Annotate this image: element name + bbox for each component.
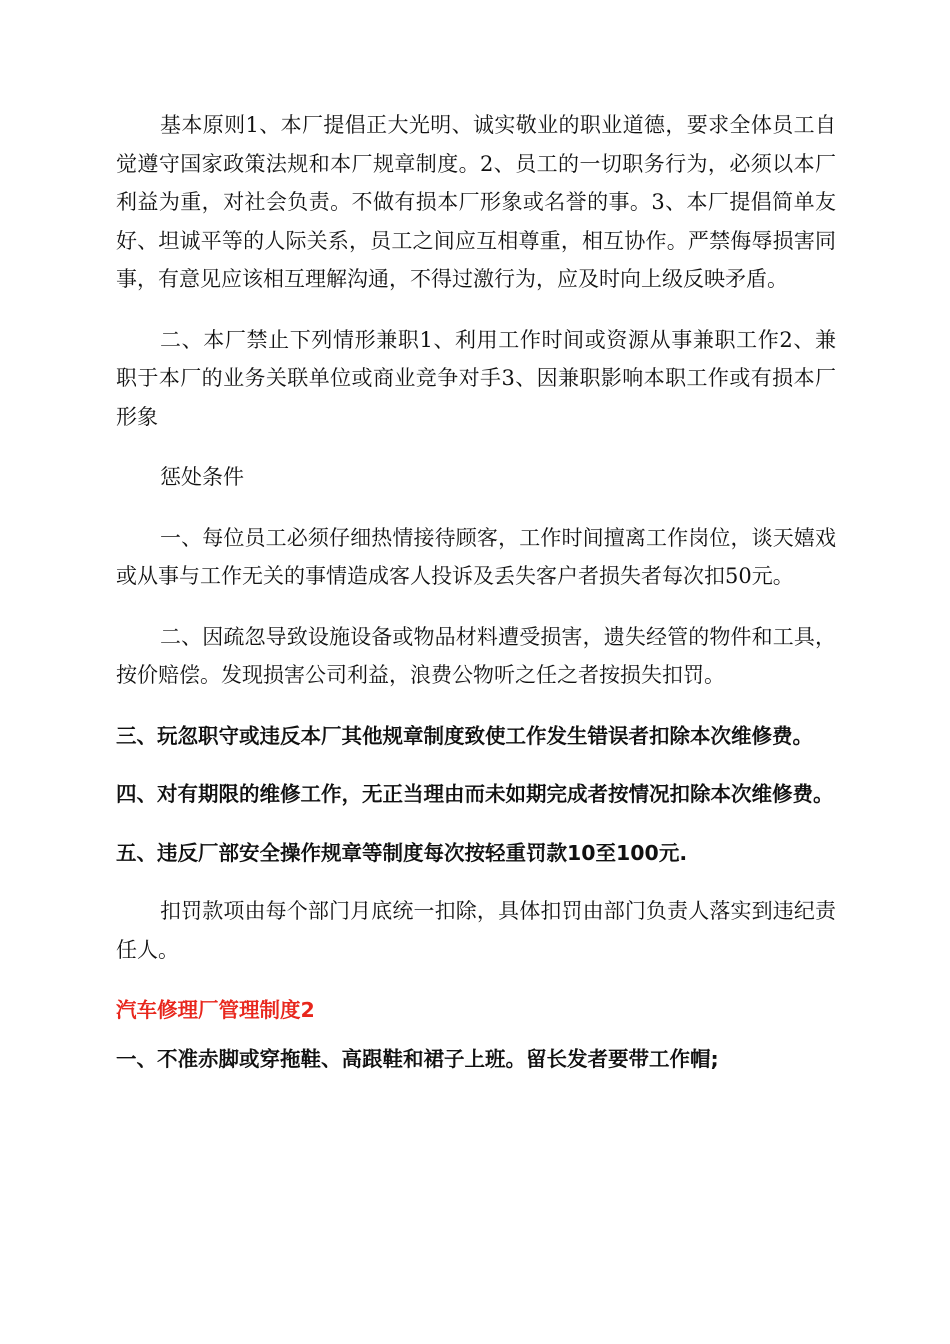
paragraph-basic-principles: 基本原则1、本厂提倡正大光明、诚实敬业的职业道德，要求全体员工自觉遵守国家政策法规和本厂规章制度。2、员工的一切职务行为，必须以本厂利益为重，对社会负责。不做有损本厂形象或名誉的事。3、本厂提倡简单友好、坦诚平等的人际关系，员工之间应互相尊重，相互协作。严禁侮辱损害同事，有意见应该相互理解沟通，不得过激行为，应及时向上级反映矛盾。 bbox=[116, 113, 836, 291]
paragraph-deduction-note: 扣罚款项由每个部门月底统一扣除，具体扣罚由部门负责人落实到违纪责任人。 bbox=[116, 899, 836, 962]
paragraph-penalty-4: 四、对有期限的维修工作，无正当理由而未如期完成者按情况扣除本次维修费。 bbox=[116, 782, 834, 806]
paragraph-rule-1: 一、不准赤脚或穿拖鞋、高跟鞋和裙子上班。留长发者要带工作帽; bbox=[116, 1046, 719, 1071]
paragraph-penalty-5: 五、违反厂部安全操作规章等制度每次按轻重罚款10至100元. bbox=[116, 840, 688, 865]
section-title-penalties: 惩处条件 bbox=[160, 465, 244, 489]
paragraph-penalty-1: 一、每位员工必须仔细热情接待顾客，工作时间擅离工作岗位，谈天嬉戏或从事与工作无关的事情造成客人投诉及丢失客户者损失者每次扣50元。 bbox=[116, 525, 836, 588]
paragraph-penalty-3: 三、玩忽职守或违反本厂其他规章制度致使工作发生错误者扣除本次维修费。 bbox=[116, 723, 813, 748]
section-heading-2: 汽车修理厂管理制度2 bbox=[116, 998, 315, 1022]
paragraph-penalty-2: 二、因疏忽导致设施设备或物品材料遭受损害，遗失经管的物件和工具，按价赔偿。发现损害公司利益，浪费公物听之任之者按损失扣罚。 bbox=[116, 624, 836, 687]
paragraph-part-time-ban: 二、本厂禁止下列情形兼职1、利用工作时间或资源从事兼职工作2、兼职于本厂的业务关联单位或商业竞争对手3、因兼职影响本职工作或有损本厂形象 bbox=[116, 327, 836, 429]
document-page bbox=[116, 106, 836, 1098]
